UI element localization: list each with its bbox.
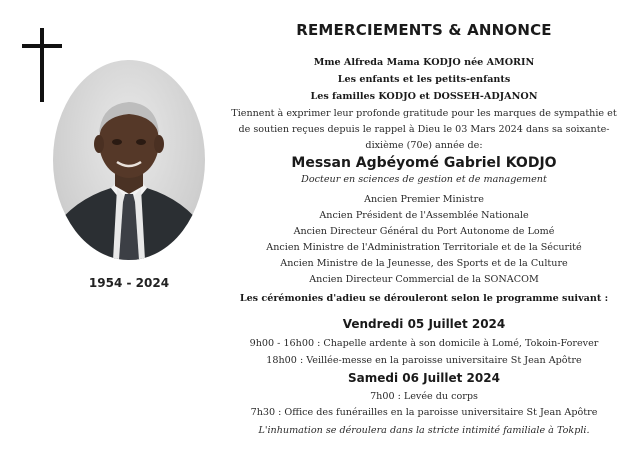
day-heading: Vendredi 05 Juillet 2024 [342,317,506,331]
title-line: Ancien Premier Ministre [364,194,484,205]
program-intro: Les cérémonies d'adieu se dérouleront selon le programme suivant : [239,293,609,304]
deceased-subtitle: Docteur en sciences de gestion et de management [301,174,547,185]
title-line: Ancien Ministre de la Jeunesse, des Sports et de la Culture [280,258,568,269]
title-line: Ancien Ministre de l'Administration Territoriale et de la Sécurité [266,242,582,253]
cross-icon [22,28,62,102]
title-line: Ancien Président de l'Assemblée Nationale [319,210,529,221]
family-line: Les enfants et les petits-enfants [337,74,511,85]
life-years: 1954 - 2024 [88,276,170,290]
event-line: 9h00 - 16h00 : Chapelle ardente à son domicile à Lomé, Tokoin-Forever [249,338,599,349]
gratitude-line: de soutien reçues depuis le rappel à Dieu le 03 Mars 2024 dans sa soixante- [238,124,610,135]
gratitude-line: dixième (70e) année de: [365,140,483,151]
closing-note: L'inhumation se déroulera dans la stricte intimité familiale à Tokpli. [258,425,590,436]
title-line: Ancien Directeur Commercial de la SONACOM [309,274,539,285]
day-heading: Samedi 06 Juillet 2024 [348,371,500,385]
portrait-photo [53,60,205,260]
title-line: Ancien Directeur Général du Port Autonome de Lomé [293,226,555,237]
family-line: Mme Alfreda Mama KODJO née AMORIN [313,57,535,68]
family-line: Les familles KODJO et DOSSEH-ADJANON [310,91,538,102]
event-line: 7h30 : Office des funérailles en la paroisse universitaire St Jean Apôtre [250,407,598,418]
announcement-title: REMERCIEMENTS & ANNONCE [296,21,552,39]
event-line: 7h00 : Levée du corps [370,391,478,402]
event-line: 18h00 : Veillée-messe en la paroisse universitaire St Jean Apôtre [266,355,582,366]
deceased-name: Messan Agbéyomé Gabriel KODJO [291,155,557,171]
gratitude-line: Tiennent à exprimer leur profonde gratitude pour les marques de sympathie et [231,108,617,119]
